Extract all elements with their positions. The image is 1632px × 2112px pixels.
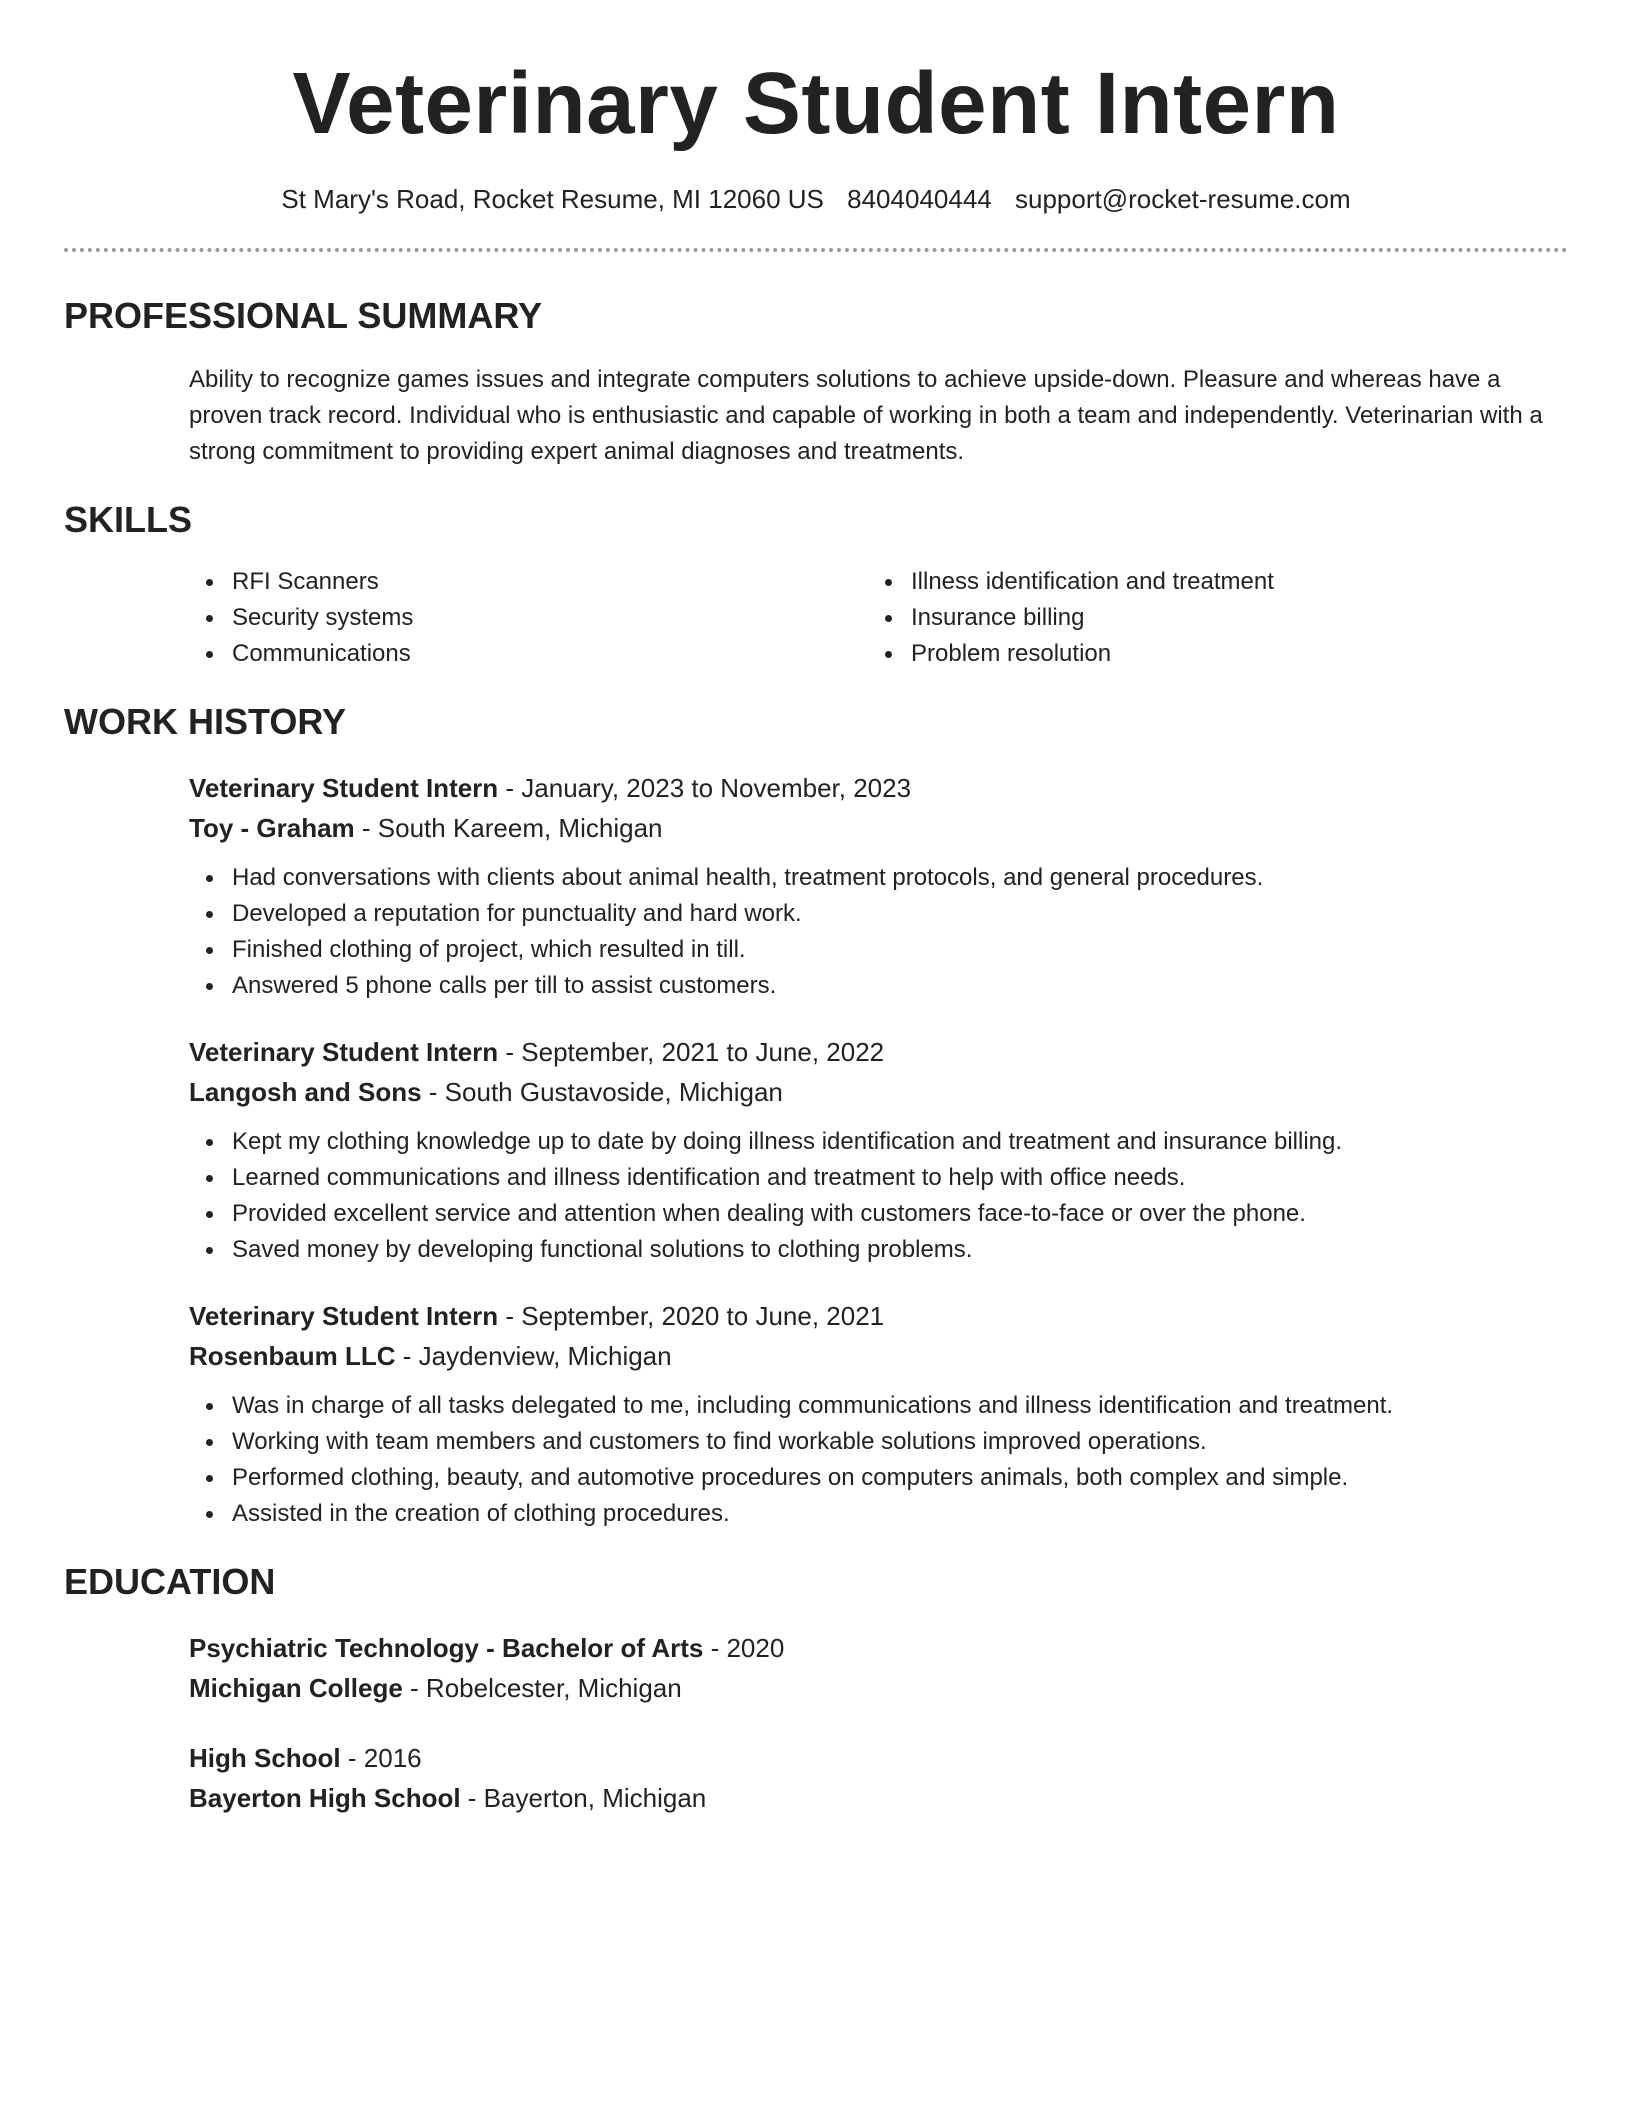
skills-list (189, 564, 1568, 672)
contact-address: St Mary's Road, Rocket Resume, MI 12060 US (281, 184, 824, 214)
skill-item: Communications (189, 636, 868, 672)
job-entry (189, 1032, 1568, 1268)
skill-item: Insurance billing (868, 600, 1547, 636)
job-entry (189, 768, 1568, 1004)
job-company: Rosenbaum LLC (189, 1341, 396, 1371)
job-bullets (189, 1388, 1568, 1532)
job-bullet: Performed clothing, beauty, and automotive procedures on computers animals, both complex and simple. (189, 1460, 1568, 1496)
education-entry (189, 1738, 1568, 1818)
education-location: - Robelcester, Michigan (402, 1673, 682, 1703)
header-divider (64, 248, 1568, 252)
job-dates: - September, 2020 to June, 2021 (498, 1301, 885, 1331)
candidate-name: Veterinary Student Intern (292, 55, 1340, 152)
job-title-line (189, 768, 1568, 808)
education-year: - 2016 (340, 1743, 422, 1773)
job-bullet: Learned communications and illness identification and treatment to help with office needs. (189, 1160, 1568, 1196)
job-company-line (189, 1072, 1568, 1112)
job-bullets (189, 860, 1568, 1004)
job-dates: - September, 2021 to June, 2022 (498, 1037, 885, 1067)
skill-item: Illness identification and treatment (868, 564, 1547, 600)
education-year: - 2020 (703, 1633, 785, 1663)
education-degree: High School (189, 1743, 341, 1773)
job-bullet: Had conversations with clients about animal health, treatment protocols, and general procedures. (189, 860, 1568, 896)
job-entry (189, 1296, 1568, 1532)
job-title-line (189, 1032, 1568, 1072)
resume-header (64, 0, 1568, 216)
education-degree-line (189, 1738, 1568, 1778)
education-school-line (189, 1778, 1568, 1818)
job-role: Veterinary Student Intern (189, 1037, 499, 1067)
job-company: Toy - Graham (189, 813, 355, 843)
job-role: Veterinary Student Intern (189, 1301, 499, 1331)
job-location: - South Gustavoside, Michigan (421, 1077, 783, 1107)
summary-heading: PROFESSIONAL SUMMARY (64, 295, 543, 336)
education-school-line (189, 1668, 1568, 1708)
job-bullet: Was in charge of all tasks delegated to me, including communications and illness identification and treatment. (189, 1388, 1568, 1424)
contact-line (64, 182, 1568, 216)
job-bullet: Developed a reputation for punctuality and hard work. (189, 896, 1568, 932)
job-role: Veterinary Student Intern (189, 773, 499, 803)
job-bullet: Saved money by developing functional solutions to clothing problems. (189, 1232, 1568, 1268)
contact-email: support@rocket-resume.com (1014, 184, 1351, 214)
education-list (189, 1628, 1568, 1818)
job-dates: - January, 2023 to November, 2023 (498, 773, 912, 803)
job-company-line (189, 808, 1568, 848)
education-entry (189, 1628, 1568, 1708)
skill-item: Security systems (189, 600, 868, 636)
job-bullet: Answered 5 phone calls per till to assist customers. (189, 968, 1568, 1004)
education-heading: EDUCATION (64, 1561, 276, 1602)
job-bullet: Finished clothing of project, which resulted in till. (189, 932, 1568, 968)
education-school: Bayerton High School (189, 1783, 461, 1813)
job-bullet: Kept my clothing knowledge up to date by doing illness identification and treatment and insurance billing. (189, 1124, 1568, 1160)
job-title-line (189, 1296, 1568, 1336)
job-bullet: Provided excellent service and attention when dealing with customers face-to-face or over the phone. (189, 1196, 1568, 1232)
job-location: - South Kareem, Michigan (354, 813, 663, 843)
education-school: Michigan College (189, 1673, 403, 1703)
job-company-line (189, 1336, 1568, 1376)
education-location: - Bayerton, Michigan (460, 1783, 707, 1813)
education-degree-line (189, 1628, 1568, 1668)
job-location: - Jaydenview, Michigan (395, 1341, 672, 1371)
job-bullet: Assisted in the creation of clothing procedures. (189, 1496, 1568, 1532)
skill-item: Problem resolution (868, 636, 1547, 672)
skill-item: RFI Scanners (189, 564, 868, 600)
work-history-list (189, 768, 1568, 1532)
contact-phone: 8404040444 (847, 184, 992, 214)
skills-heading: SKILLS (64, 499, 193, 540)
job-bullets (189, 1124, 1568, 1268)
summary-text: Ability to recognize games issues and integrate computers solutions to achieve upside-down. Pleasure and whereas have a proven track record. Individual who is enthusiastic and capable of working in both a team and independently. Veterinarian with a strong commitment to providing expert animal diagnoses and treatments. (189, 366, 1543, 465)
job-bullet: Working with team members and customers to find workable solutions improved operations. (189, 1424, 1568, 1460)
work-history-heading: WORK HISTORY (64, 701, 347, 742)
skills-column-right (868, 564, 1547, 672)
job-company: Langosh and Sons (189, 1077, 422, 1107)
skills-column-left (189, 564, 868, 672)
education-degree: Psychiatric Technology - Bachelor of Arts (189, 1633, 704, 1663)
